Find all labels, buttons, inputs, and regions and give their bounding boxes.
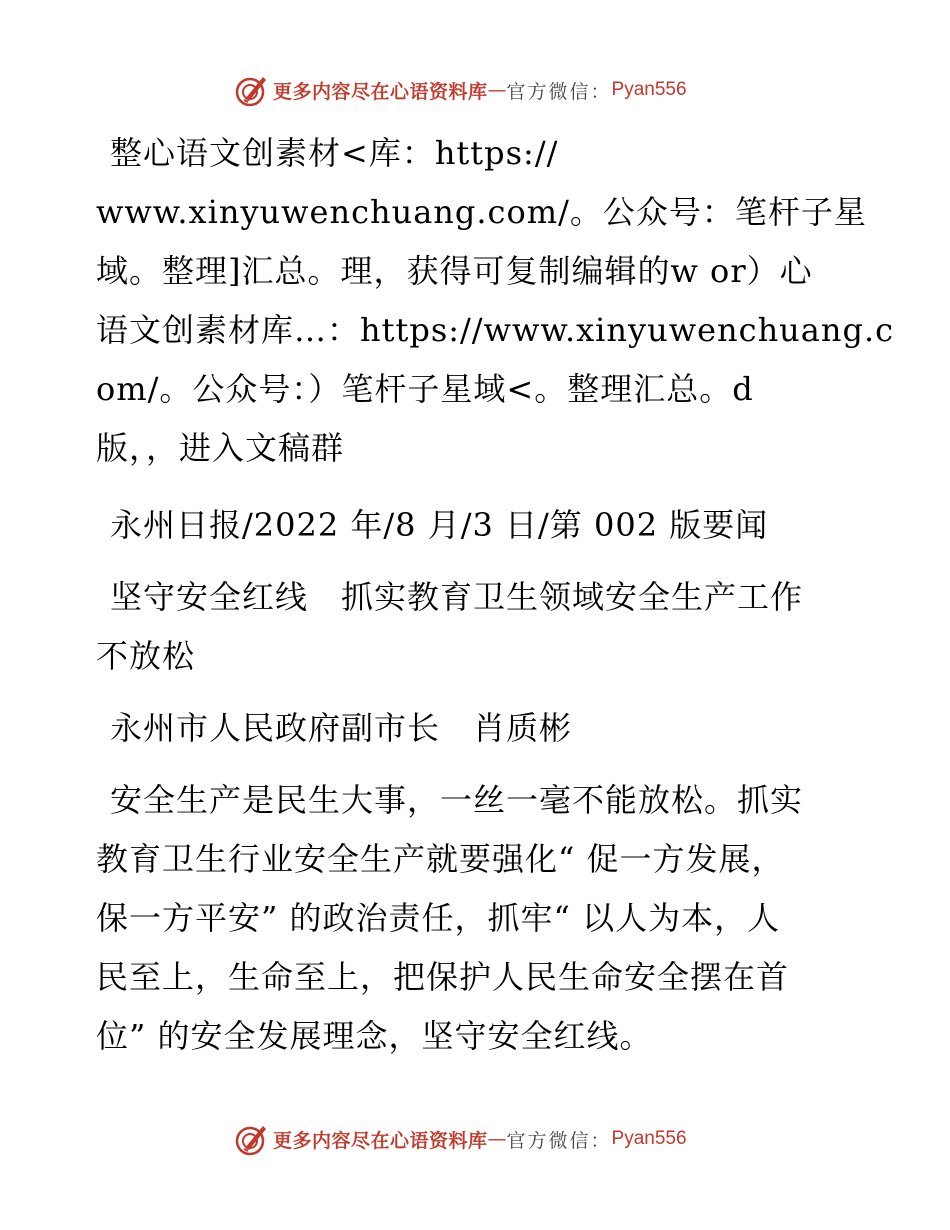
- document-body: [96, 124, 895, 1066]
- body-line: 安全生产是民生大事，一丝一毫不能放松。抓实: [110, 781, 804, 819]
- headline-line: 不放松: [96, 637, 196, 675]
- watermark-main-text: 更多内容尽在心语资料库: [273, 1129, 488, 1152]
- quill-logo-icon: [235, 1122, 269, 1156]
- headline-line: 坚守安全红线 抓实教育卫生领域安全生产工作: [110, 578, 804, 616]
- header-line: www.xinyuwenchuang.com/。公众号：笔杆子星: [96, 193, 867, 231]
- body-line: 位” 的安全发展理念，坚守安全红线。: [96, 1017, 653, 1055]
- dateline: [96, 496, 856, 555]
- watermark-dash: —: [487, 1128, 507, 1150]
- watermark-header: [235, 72, 687, 108]
- dateline-text: 永州日报/2022 年/8 月/3 日/第 002 版要闻: [110, 506, 769, 544]
- watermark-wechat-id: Pyan556: [611, 79, 687, 100]
- watermark-footer: [235, 1121, 687, 1157]
- body-line: 教育卫生行业安全生产就要强化“ 促一方发展，: [96, 840, 785, 878]
- header-line: 语文创素材库…：https://www.xinyuwenchuang.c: [96, 311, 895, 349]
- header-line: 域。整理]汇总。理，获得可复制编辑的w or）心: [96, 252, 813, 290]
- body-line: 保一方平安” 的政治责任，抓牢“ 以人为本，人: [96, 899, 781, 937]
- byline: [96, 699, 856, 758]
- watermark-side-text: 官方微信：: [506, 1129, 612, 1152]
- header-line: 版，，进入文稿群: [96, 429, 345, 467]
- headline: [96, 568, 856, 686]
- quill-logo-icon: [235, 73, 269, 107]
- watermark-side-text: 官方微信：: [506, 80, 612, 103]
- body-paragraph: [96, 771, 856, 1066]
- watermark-dash: —: [487, 79, 507, 101]
- header-line: 整心语文创素材<库：https://: [110, 134, 559, 172]
- byline-text: 永州市人民政府副市长 肖质彬: [110, 709, 573, 747]
- header-line: om/。公众号：）笔杆子星域<。整理汇总。d: [96, 370, 754, 408]
- body-line: 民至上，生命至上，把保护人民生命安全摆在首: [96, 958, 790, 996]
- watermark-main-text: 更多内容尽在心语资料库: [273, 80, 488, 103]
- header-block: [96, 124, 895, 478]
- watermark-wechat-id: Pyan556: [611, 1128, 687, 1149]
